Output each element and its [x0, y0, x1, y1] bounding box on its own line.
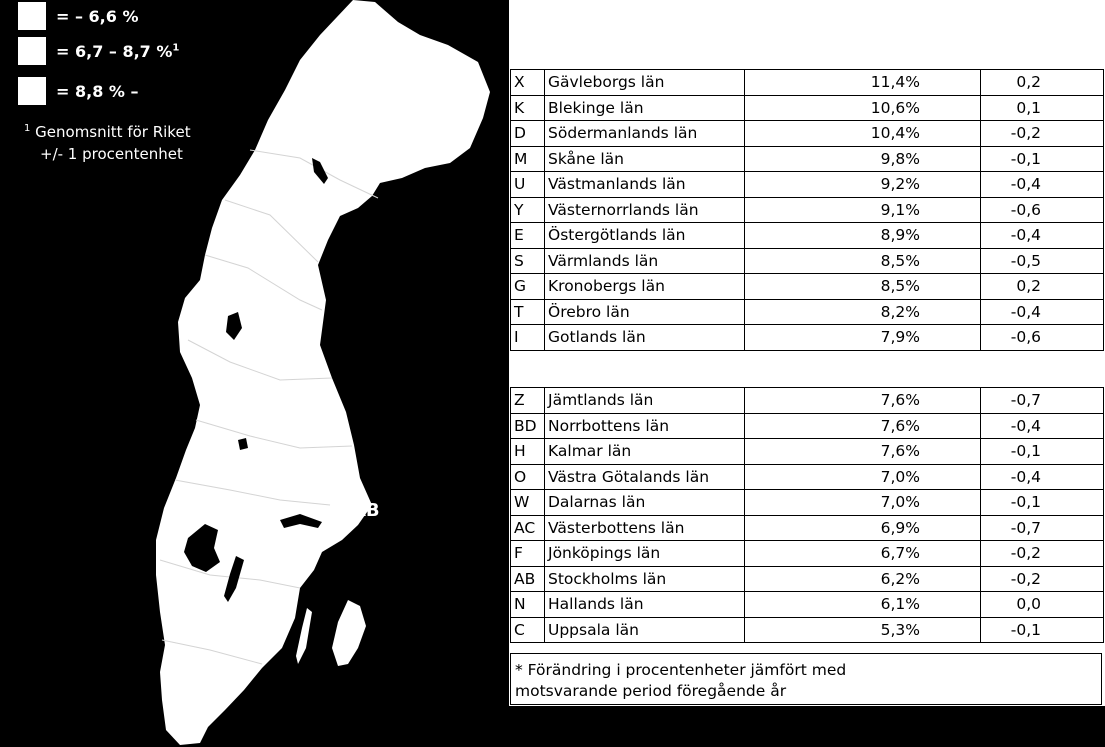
unemployment-rate: 11,4% [745, 70, 981, 96]
county-code: D [511, 121, 545, 147]
rate-change: 0,2 [981, 274, 1104, 300]
county-name: Stockholms län [545, 566, 745, 592]
rate-change: -0,1 [981, 439, 1104, 465]
county-table-high [510, 69, 1104, 351]
county-name: Uppsala län [545, 617, 745, 643]
legend-label: = – 6,6 % [56, 6, 139, 26]
county-name: Västra Götalands län [545, 464, 745, 490]
table-row [511, 439, 1104, 465]
legend-item-mid [18, 37, 179, 65]
county-code: AB [511, 566, 545, 592]
unemployment-rate: 8,9% [745, 223, 981, 249]
county-name: Örebro län [545, 299, 745, 325]
county-code: N [511, 592, 545, 618]
county-code: O [511, 464, 545, 490]
legend-swatch [18, 37, 46, 65]
table-row [511, 541, 1104, 567]
county-code: M [511, 146, 545, 172]
county-name: Södermanlands län [545, 121, 745, 147]
unemployment-rate: 9,8% [745, 146, 981, 172]
county-name: Kalmar län [545, 439, 745, 465]
legend-swatch [18, 77, 46, 105]
unemployment-rate: 6,9% [745, 515, 981, 541]
rate-change: -0,2 [981, 566, 1104, 592]
rate-change: 0,0 [981, 592, 1104, 618]
county-name: Gävleborgs län [545, 70, 745, 96]
table-row [511, 146, 1104, 172]
unemployment-rate: 6,7% [745, 541, 981, 567]
rate-change: -0,7 [981, 515, 1104, 541]
rate-change: -0,1 [981, 146, 1104, 172]
table-row [511, 223, 1104, 249]
unemployment-rate: 10,6% [745, 95, 981, 121]
county-name: Östergötlands län [545, 223, 745, 249]
table-row [511, 617, 1104, 643]
county-name: Hallands län [545, 592, 745, 618]
county-name: Gotlands län [545, 325, 745, 351]
rate-change: -0,4 [981, 223, 1104, 249]
sweden-map [0, 0, 505, 747]
rate-change: -0,4 [981, 413, 1104, 439]
table-row [511, 70, 1104, 96]
county-code: F [511, 541, 545, 567]
legend-footnote: $^1$ Genomsnitt för Riket +/- 1 procentenhet [24, 123, 191, 163]
county-code: E [511, 223, 545, 249]
legend-label: = 8,8 % – [56, 81, 139, 101]
map-label-ab: AB [352, 500, 380, 521]
rate-change: 0,1 [981, 95, 1104, 121]
legend-item-low [18, 2, 139, 30]
rate-change: -0,1 [981, 490, 1104, 516]
rate-change: -0,7 [981, 388, 1104, 414]
unemployment-rate: 7,6% [745, 388, 981, 414]
rate-change: -0,4 [981, 464, 1104, 490]
county-code: S [511, 248, 545, 274]
rate-change: -0,1 [981, 617, 1104, 643]
county-code: I [511, 325, 545, 351]
county-code: U [511, 172, 545, 198]
unemployment-rate: 7,9% [745, 325, 981, 351]
unemployment-rate: 8,2% [745, 299, 981, 325]
table-row [511, 515, 1104, 541]
unemployment-rate: 9,1% [745, 197, 981, 223]
unemployment-rate: 7,6% [745, 413, 981, 439]
rate-change: -0,6 [981, 325, 1104, 351]
oland-island [296, 608, 312, 664]
county-code: Z [511, 388, 545, 414]
county-code: BD [511, 413, 545, 439]
sweden-mainland [156, 0, 490, 745]
table-row [511, 464, 1104, 490]
unemployment-rate: 5,3% [745, 617, 981, 643]
county-code: H [511, 439, 545, 465]
table-note: * Förändring i procentenheter jämfört med motsvarande period föregående år [510, 653, 1102, 705]
legend-label: = 6,7 – 8,7 %$^1$ [56, 41, 180, 61]
unemployment-rate: 6,1% [745, 592, 981, 618]
table-row [511, 121, 1104, 147]
county-name: Värmlands län [545, 248, 745, 274]
unemployment-rate: 10,4% [745, 121, 981, 147]
county-name: Dalarnas län [545, 490, 745, 516]
table-row [511, 172, 1104, 198]
rate-change: -0,4 [981, 172, 1104, 198]
rate-change: -0,6 [981, 197, 1104, 223]
rate-change: 0,2 [981, 70, 1104, 96]
table-row [511, 299, 1104, 325]
county-name: Västerbottens län [545, 515, 745, 541]
table-row [511, 413, 1104, 439]
table-row [511, 592, 1104, 618]
gotland-island [332, 600, 366, 666]
unemployment-rate: 7,6% [745, 439, 981, 465]
county-name: Norrbottens län [545, 413, 745, 439]
county-code: C [511, 617, 545, 643]
county-name: Skåne län [545, 146, 745, 172]
county-name: Kronobergs län [545, 274, 745, 300]
county-code: AC [511, 515, 545, 541]
rate-change: -0,2 [981, 541, 1104, 567]
rate-change: -0,2 [981, 121, 1104, 147]
table-row [511, 388, 1104, 414]
rate-change: -0,4 [981, 299, 1104, 325]
table-row [511, 325, 1104, 351]
unemployment-rate: 8,5% [745, 248, 981, 274]
table-row [511, 566, 1104, 592]
legend-item-high [18, 77, 139, 105]
unemployment-rate: 8,5% [745, 274, 981, 300]
table-row [511, 274, 1104, 300]
rate-change: -0,5 [981, 248, 1104, 274]
county-code: K [511, 95, 545, 121]
table-row [511, 248, 1104, 274]
county-code: W [511, 490, 545, 516]
table-row [511, 197, 1104, 223]
county-table-low [510, 387, 1104, 643]
county-name: Blekinge län [545, 95, 745, 121]
legend-swatch [18, 2, 46, 30]
unemployment-rate: 7,0% [745, 464, 981, 490]
county-code: G [511, 274, 545, 300]
county-table-panel [509, 0, 1105, 706]
county-name: Västmanlands län [545, 172, 745, 198]
unemployment-rate: 6,2% [745, 566, 981, 592]
table-row [511, 95, 1104, 121]
county-code: X [511, 70, 545, 96]
unemployment-rate: 7,0% [745, 490, 981, 516]
county-code: T [511, 299, 545, 325]
county-name: Jämtlands län [545, 388, 745, 414]
table-row [511, 490, 1104, 516]
county-name: Jönköpings län [545, 541, 745, 567]
county-code: Y [511, 197, 545, 223]
unemployment-rate: 9,2% [745, 172, 981, 198]
county-name: Västernorrlands län [545, 197, 745, 223]
